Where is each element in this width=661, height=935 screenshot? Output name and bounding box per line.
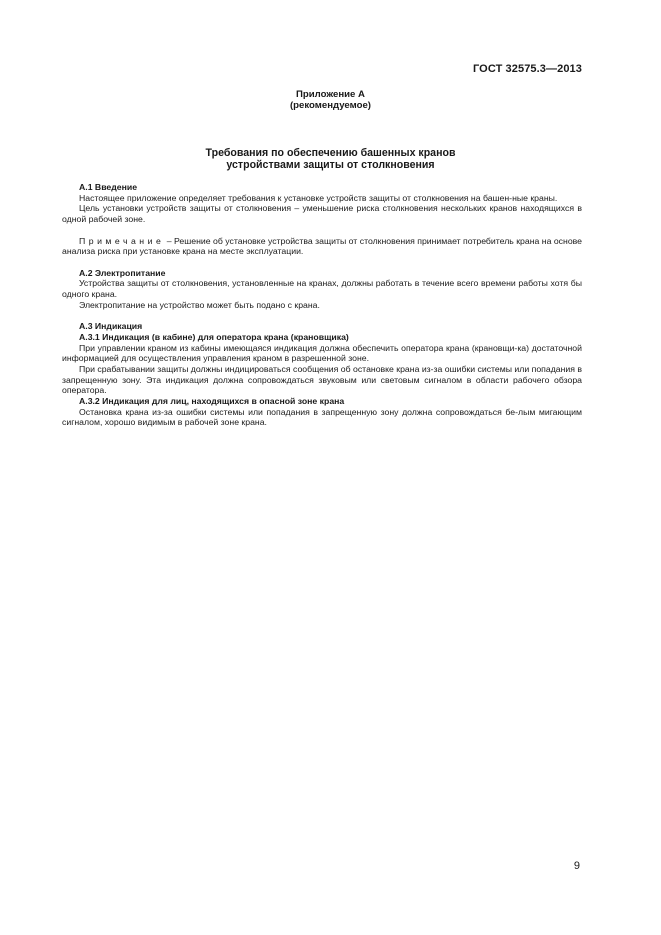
paragraph: При управлении краном из кабины имеющаяся индикация должна обеспечить оператора крана (крановщи-ка) достаточной информацией для осуществления управления краном в разрешенной зоне. bbox=[62, 342, 582, 364]
spacer bbox=[62, 257, 582, 268]
paragraph: Электропитание на устройство может быть подано с крана. bbox=[79, 299, 320, 310]
document-title-line-1: Требования по обеспечению башенных кранов bbox=[205, 147, 456, 159]
paragraph: Настоящее приложение определяет требования к установке устройств защиты от столкновения на башен-ные краны. bbox=[79, 192, 558, 203]
section-heading-a2: А.2 Электропитание bbox=[79, 267, 166, 278]
subsection-heading-a32: А.3.2 Индикация для лиц, находящихся в опасной зоне крана bbox=[79, 396, 345, 407]
appendix-heading bbox=[0, 89, 661, 111]
document-number: ГОСТ 32575.3—2013 bbox=[472, 63, 582, 75]
note-paragraph bbox=[62, 236, 582, 257]
spacer bbox=[62, 225, 582, 236]
paragraph: Остановка крана из-за ошибки системы или попадания в запрещенную зону должна сопровождаться бе-лым мигающим сигналом, хорошо видимым в рабочей зоне крана. bbox=[62, 406, 582, 428]
subsection-heading-a31: А.3.1 Индикация (в кабине) для оператора крана (крановщика) bbox=[79, 331, 349, 342]
spacer bbox=[62, 310, 582, 321]
document-title-line-2: устройствами защиты от столкновения bbox=[226, 159, 435, 171]
section-heading-a1: А.1 Введение bbox=[79, 182, 138, 192]
note-text: – Решение об установке устройства защиты от столкновения принимает потребитель крана на основе анализа риска при установке крана на месте эксплуатации. bbox=[62, 235, 582, 257]
appendix-title: Приложение А bbox=[296, 89, 365, 100]
page-number: 9 bbox=[573, 860, 580, 872]
paragraph: Цель установки устройств защиты от столкновения – уменьшение риска столкновения нескольких кранов находящихся в одной рабочей зоне. bbox=[62, 203, 582, 225]
appendix-subtitle: (рекомендуемое) bbox=[289, 100, 371, 111]
paragraph: При срабатывании защиты должны индицироваться сообщения об остановке крана из-за ошибки системы или попадания в запрещенную зону. Эта индикация должна сопровождаться звуковым или световым сигналом в области рабочего обзора оператора. bbox=[62, 363, 582, 396]
document-body bbox=[62, 182, 582, 428]
document-title bbox=[0, 147, 661, 171]
paragraph: Устройства защиты от столкновения, установленные на кранах, должны работать в течение всего времени работы хотя бы одного крана. bbox=[62, 278, 582, 299]
note-label: Примечание bbox=[79, 235, 165, 246]
section-heading-a3: А.3 Индикация bbox=[79, 321, 143, 332]
